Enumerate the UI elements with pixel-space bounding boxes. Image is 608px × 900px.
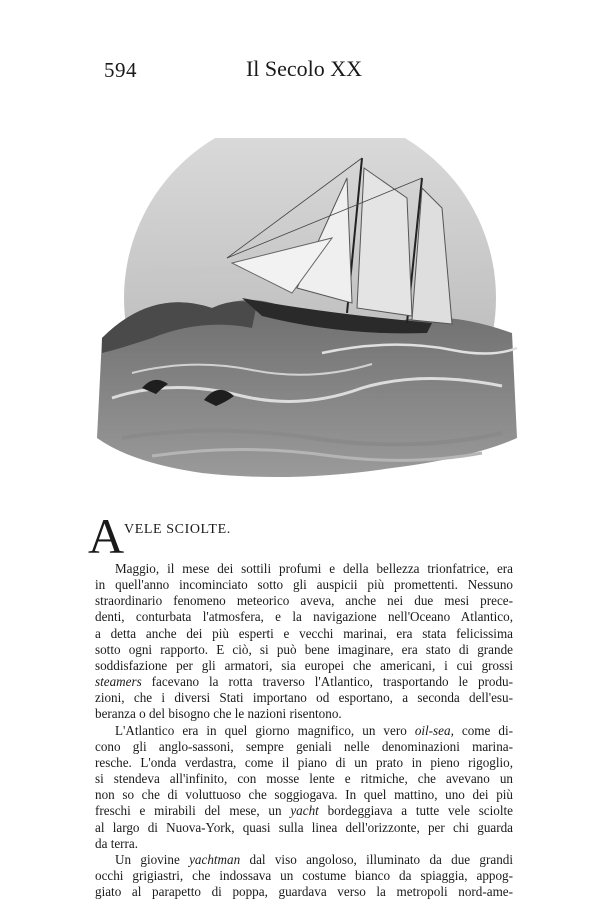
text-line bbox=[95, 577, 513, 593]
text-run: facevano la rotta traverso l'Atlantico, trasportando le produ- bbox=[141, 674, 513, 690]
text-run: sotto ogni rapporto. E ciò, si può bene imaginare, era stato di grande bbox=[95, 641, 513, 657]
text-run: si stendeva all'infinito, con mosse lente e ritmiche, che avevano un bbox=[95, 771, 513, 787]
text-run: Maggio, il mese dei sottili profumi e della bellezza trionfatrice, era bbox=[115, 561, 513, 576]
text-line bbox=[95, 852, 513, 868]
text-run: denti, conturbata l'atmosfera, e la navigazione nell'Oceano Atlantico, bbox=[95, 609, 513, 625]
text-run: da terra. bbox=[95, 835, 139, 851]
text-run: in quell'anno incominciato sotto gli auspicii più promettenti. Nessuno bbox=[95, 577, 513, 593]
text-run: L'Atlantico era in quel giorno magnifico, un vero bbox=[115, 722, 415, 738]
text-run: Un giovine bbox=[115, 851, 190, 867]
text-line bbox=[95, 868, 513, 884]
running-title-text: Il Secolo XX bbox=[245, 56, 363, 81]
italic-term: yachtman bbox=[189, 851, 241, 867]
text-line bbox=[95, 593, 513, 609]
text-line bbox=[95, 771, 513, 787]
text-run: giato al parapetto di poppa, guardava verso la metropoli nord-ame- bbox=[95, 884, 513, 900]
text-run: resche. L'onda verdastra, come il piano di un prato in pieno rigoglio, bbox=[95, 754, 513, 770]
text-run: bordeggiava a tutte vele sciolte bbox=[318, 803, 513, 819]
drop-cap: A bbox=[88, 508, 125, 564]
text-line bbox=[95, 706, 513, 722]
text-run: non so che di voluttuoso che soggiogava. In quel mattino, uno dei più bbox=[95, 787, 513, 803]
article-body bbox=[95, 561, 513, 900]
italic-term: yacht bbox=[290, 803, 319, 819]
text-line bbox=[95, 820, 513, 836]
text-line bbox=[95, 609, 513, 625]
text-line bbox=[95, 787, 513, 803]
text-run: come di- bbox=[453, 722, 513, 738]
heading-text: VELE SCIOLTE. bbox=[124, 522, 231, 537]
text-line bbox=[95, 674, 513, 690]
text-line bbox=[95, 836, 513, 852]
text-run: dal viso angoloso, illuminato da due grandi bbox=[240, 851, 513, 867]
text-run: occhi grigiastri, che indossava un costume bianco da spiaggia, appog- bbox=[95, 867, 513, 883]
text-run: cono gli anglo-sassoni, sempre geniali nelle denominazioni marina- bbox=[95, 738, 513, 754]
italic-term: steamers bbox=[95, 674, 142, 690]
text-line bbox=[95, 626, 513, 642]
text-line bbox=[95, 690, 513, 706]
text-line bbox=[95, 884, 513, 900]
text-line bbox=[95, 755, 513, 771]
text-run: a detta anche dei più esperti e vecchi marinai, era stata felicissima bbox=[95, 625, 513, 641]
text-run: al largo di Nuova-York, quasi sulla linea dell'orizzonte, per chi guarda bbox=[95, 819, 513, 835]
text-run: soddisfazione per gli armatori, sia europei che americani, i cui grossi bbox=[95, 657, 513, 673]
text-run: beranza o del bisogno che le nazioni risentono. bbox=[95, 706, 342, 722]
sailing-ship-illustration bbox=[92, 138, 524, 490]
text-line bbox=[95, 739, 513, 755]
running-title bbox=[0, 56, 608, 82]
italic-term: oil-sea, bbox=[414, 722, 454, 738]
text-line bbox=[95, 723, 513, 739]
text-run: straordinario fenomeno meteorico aveva, anche nei due mesi prece- bbox=[95, 593, 513, 609]
text-line bbox=[95, 642, 513, 658]
text-line bbox=[95, 658, 513, 674]
page-number: 594 bbox=[104, 58, 137, 82]
text-run: zioni, che i diversi Stati importano od esportano, a seconda dell'esu- bbox=[95, 690, 513, 706]
text-line bbox=[95, 561, 513, 577]
text-run: freschi e mirabili del mese, un bbox=[95, 803, 291, 819]
article-heading bbox=[88, 508, 488, 564]
text-line bbox=[95, 803, 513, 819]
